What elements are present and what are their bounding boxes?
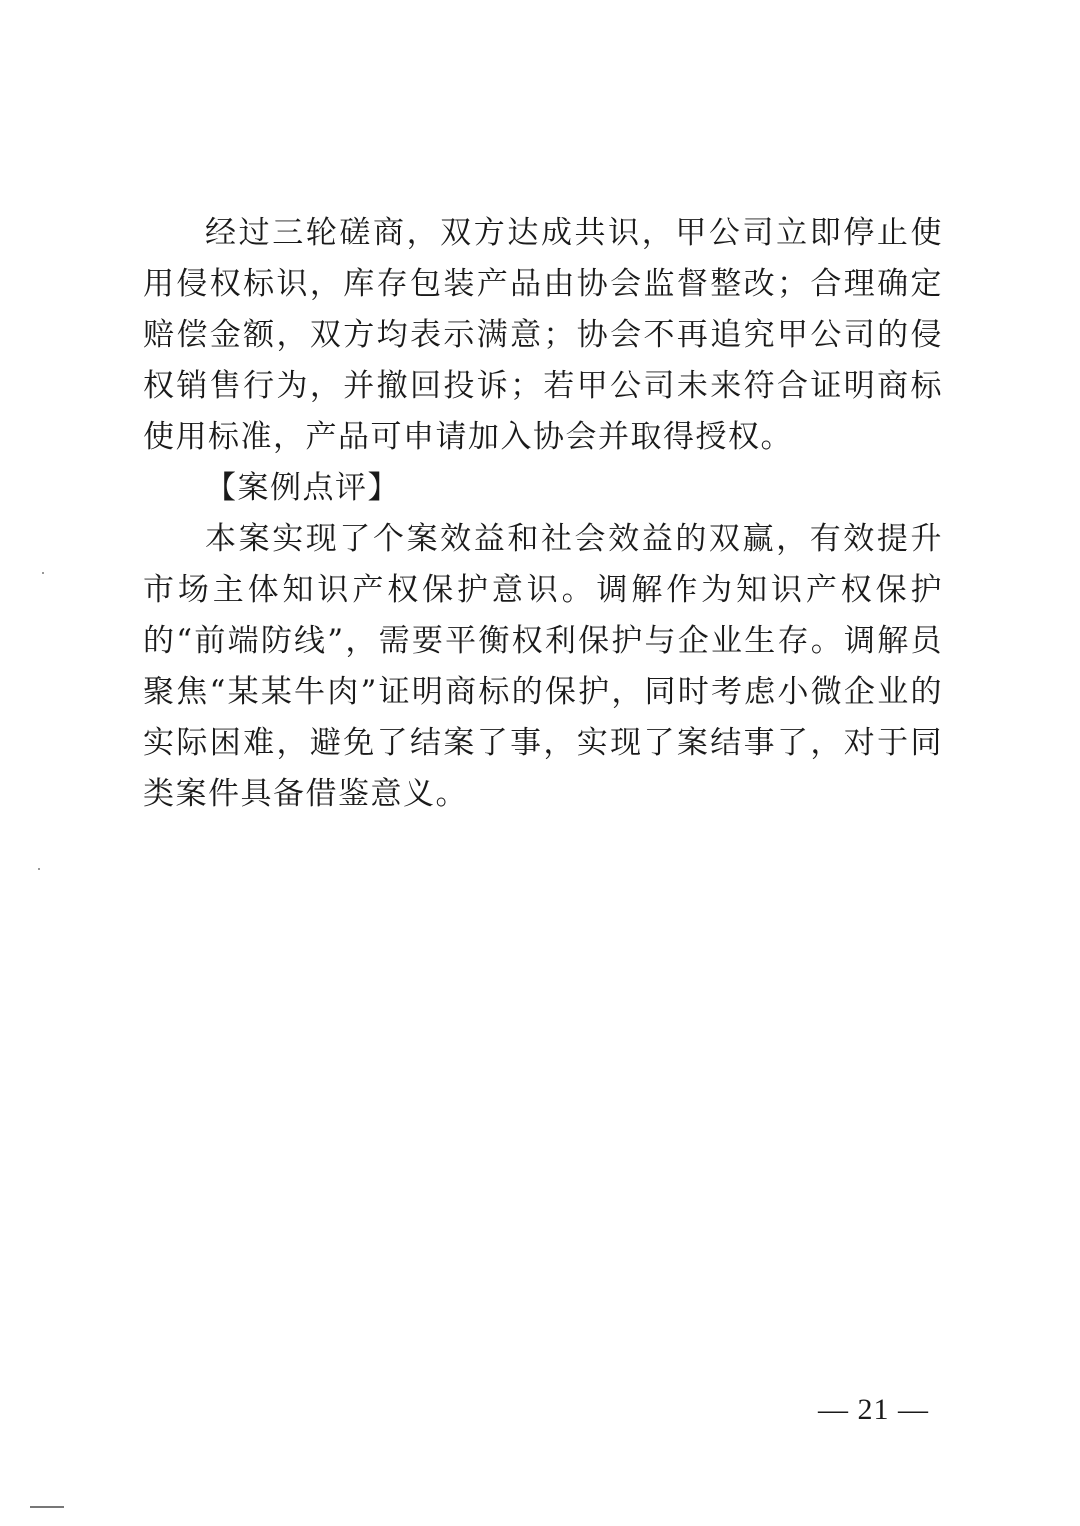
page-number: — 21 — <box>818 1393 929 1426</box>
scan-artifact-dot <box>42 572 44 574</box>
paragraph-case-review: 本案实现了个案效益和社会效益的双赢，有效提升市场主体知识产权保护意识。调解作为知识产权保护的“前端防线”，需要平衡权利保护与企业生存。调解员聚焦“某某牛肉”证明商标的保护，同时考虑小微企业的实际困难，避免了结案了事，实现了案结事了，对于同类案件具备借鉴意义。 <box>143 521 943 812</box>
section-heading-case-review: 【案例点评】 <box>205 470 400 506</box>
paragraph-settlement: 经过三轮磋商，双方达成共识，甲公司立即停止使用侵权标识，库存包装产品由协会监督整改；合理确定赔偿金额，双方均表示满意；协会不再追究甲公司的侵权销售行为，并撤回投诉；若甲公司未来符合证明商标使用标准，产品可申请加入协会并取得授权。 <box>143 215 943 455</box>
body-text <box>143 208 943 820</box>
scan-artifact-dot <box>38 868 40 870</box>
scan-artifact-line <box>30 1506 64 1508</box>
